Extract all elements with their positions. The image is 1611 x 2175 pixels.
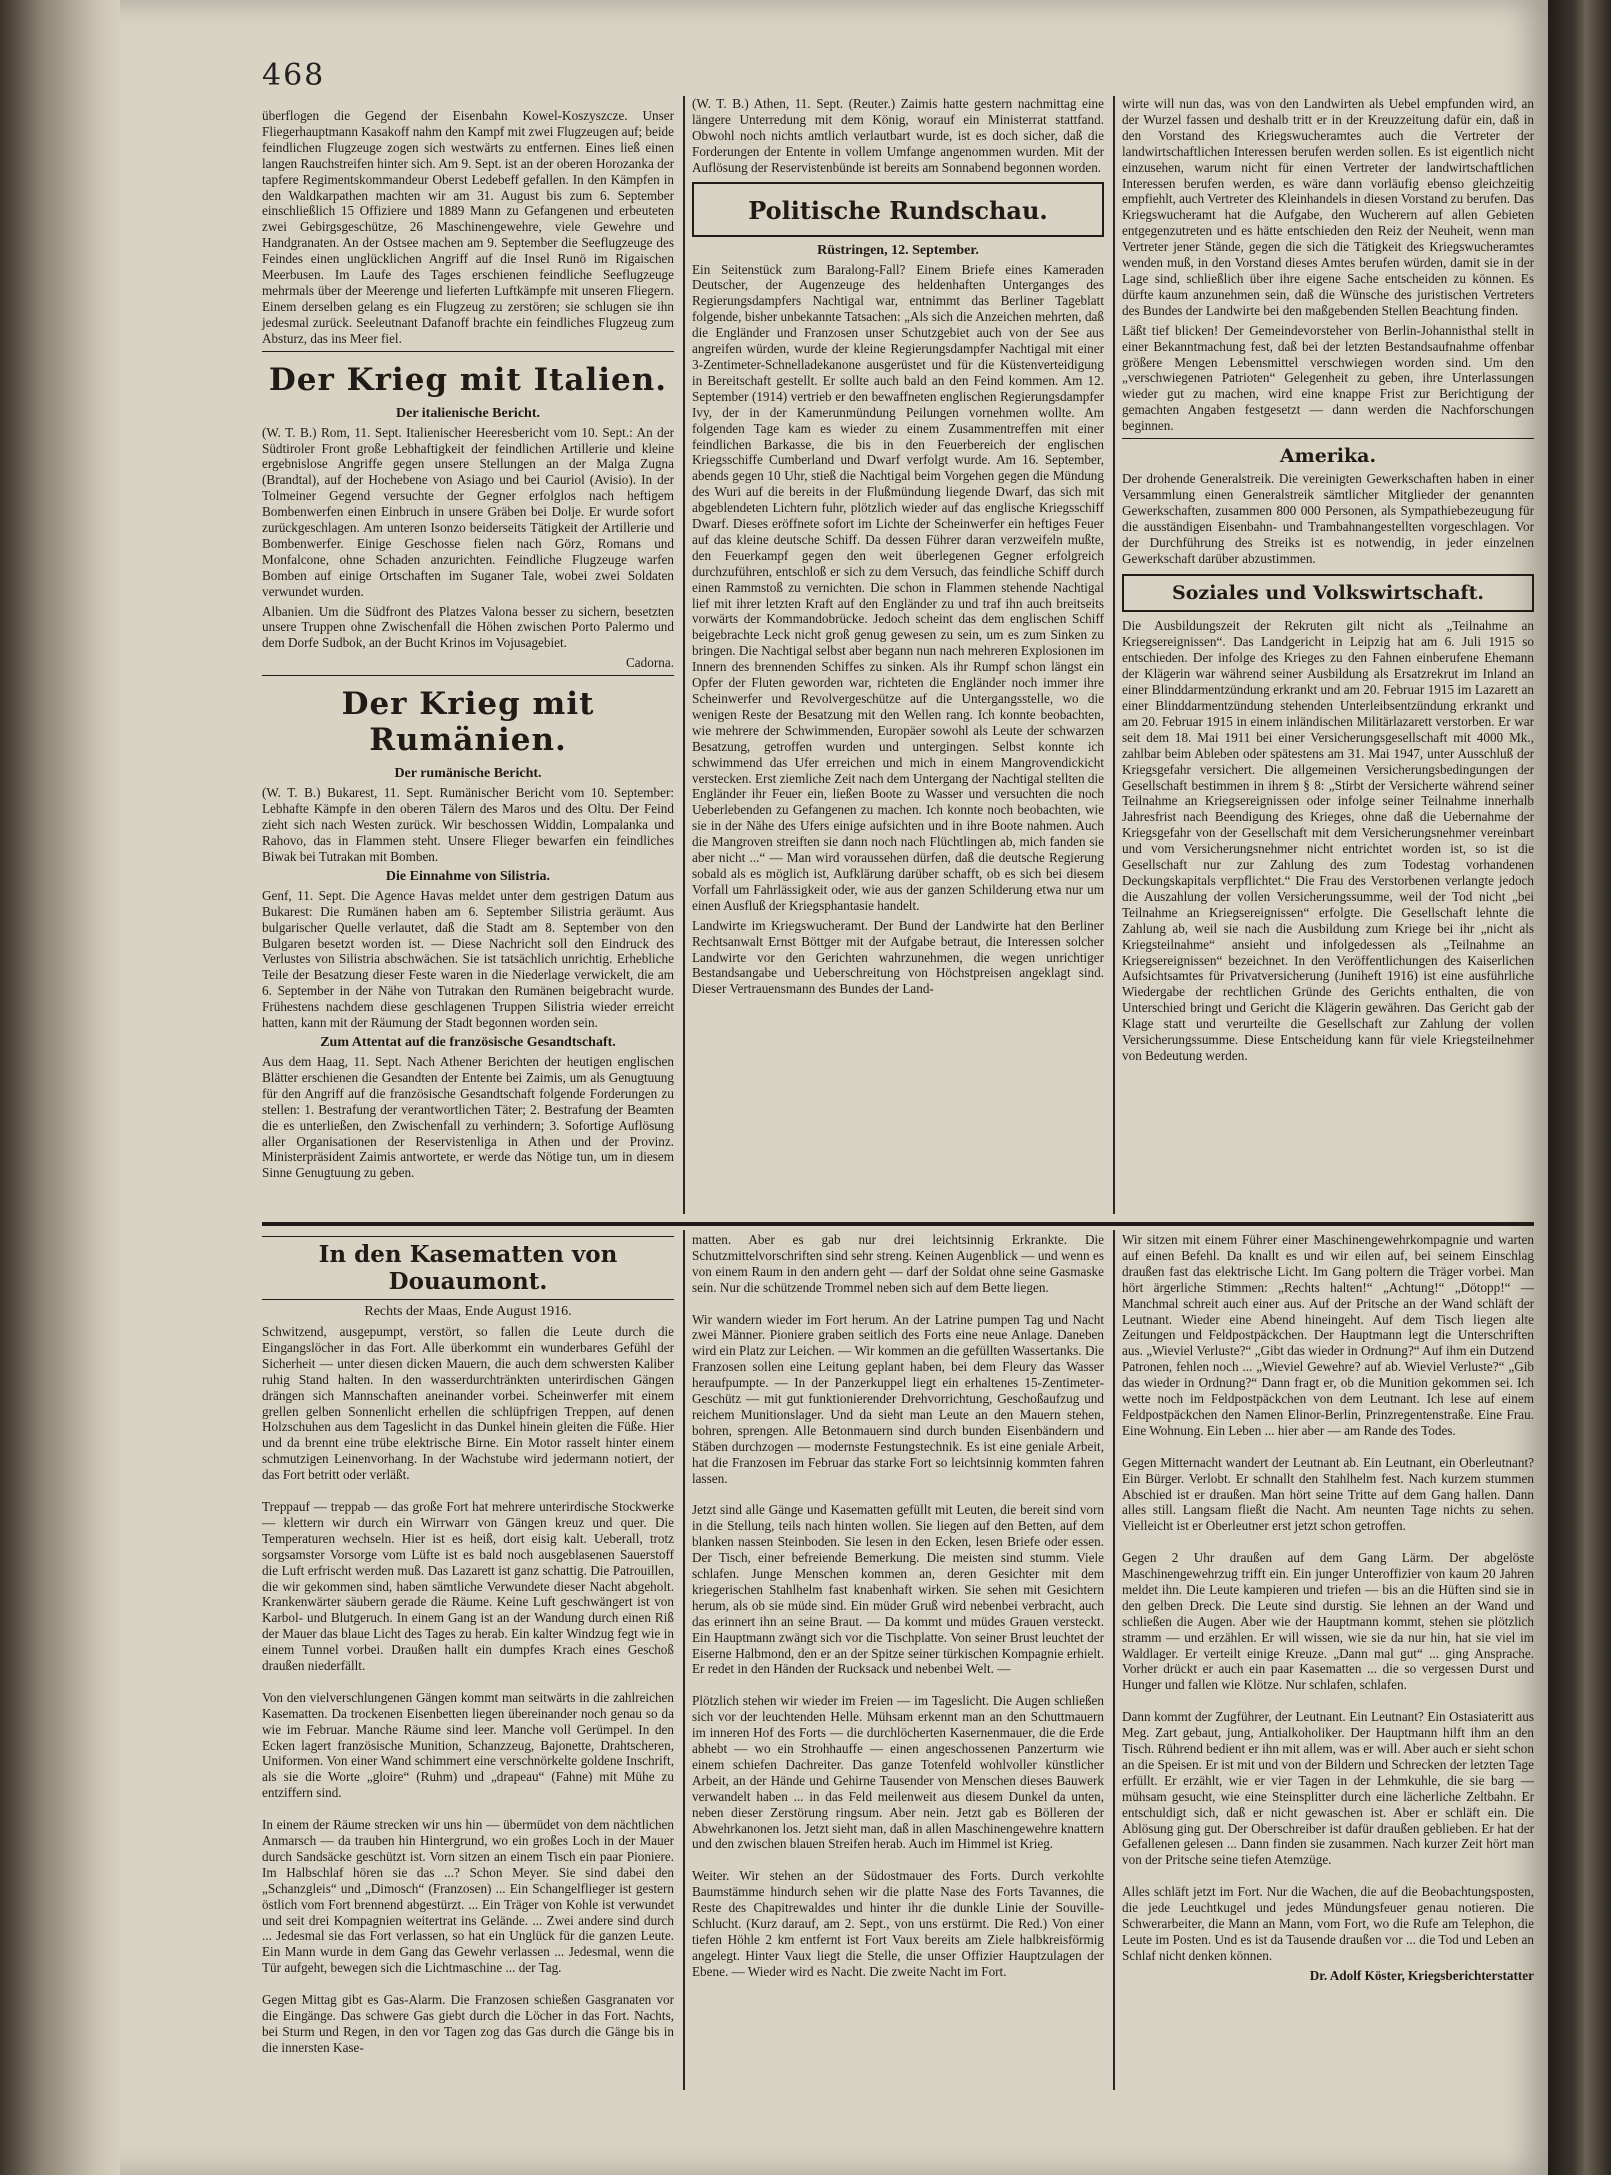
political-review-heading-box xyxy=(692,182,1104,237)
page-number: 468 xyxy=(262,58,326,93)
feature-column-2 xyxy=(692,1232,1104,1984)
column-rule xyxy=(1113,1230,1115,2090)
baralong-article: Ein Seitenstück zum Baralong-Fall? Einem Briefe eines Kameraden Deutscher, der Augenzeuge des heldenhaften Unterganges des Regierungsdampfers Nachtigal war, entnimmt das Berliner Tageblatt folgende, bisher unbekannte Tatsachen: „Als sich die Anzeichen mehrten, daß die Engländer und Franzosen unser Schutzgebiet auch von der See aus angreifen würden, wurde der kleine Regierungsdampfer Nachtigal mit einer 3-Zentimeter-Schnelladekanone ausgerüstet und für die Küstenverteidigung in Bereitschaft gestellt. Er sollte auch bald an den Feind kommen. Am 12. September (1914) vertrieb er den bewaffneten englischen Regierungsdampfer Ivy, der in der Kamerunmündung Peilungen vornehmen wollte. Am folgenden Tage kam es wieder zu einem Zusammentreffen mit einer feindlichen Barkasse, die bis in den Feuerbereich der englischen Kriegsschiffe Cumberland und Dwarf verfolgt wurde. Am 16. September, abends gegen 10 Uhr, stieß die Nachtigal beim Vorgehen gegen die Mündung des Wuri auf die bereits in der Flußmündung liegende Dwarf, das sich mit abgeblendeten Lichtern fuhr, plötzlich wieder auf das englische Kriegsschiff Dwarf. Dieses eröffnete sofort im Lichte der Scheinwerfer ein heftiges Feuer auf das kleine deutsche Schiff. Da dessen Führer daran verzweifeln mußte, den Feuerkampf gegen den weit überlegenen Gegner erfolgreich durchzuführen, entschloß er sich zu dem Versuch, das feindliche Schiff durch einen Rammstoß zu vernichten. Die schon in Flammen stehende Nachtigal lief mit ihrer letzten Kraft auf den Engländer zu und traf ihn auch breitseits vorwärts der Kommandobrücke. Jedoch scheint das dem englischen Schiff beigebrachte Leck nicht groß genug gewesen zu sein, um es zum Sinken zu bringen. Die Nachtigal selbst aber begann nun nach mehreren Explosionen im Innern des brennenden Schiffes zu sinken. Als ihr Rumpf schon längst ein Opfer der Fluten geworden war, richteten die Engländer noch immer ihre Scheinwerfer und Revolvergeschütze auf die Untergangsstelle, wo die wenigen Reste der Besatzung mit den Wellen rang. Ich konnte beobachten, wie mehrere der Schwimmenden, Europäer sowohl als Leute der schwarzen Besatzung, getroffen wurden und untergingen. Selbst konnte ich schwimmend das Ufer erreichen und mich in einem Mangrovendickicht verstecken. Erst ziemliche Zeit nach dem Untergang der Nachtigal stellten die Engländer ihr Feuer ein, ließen Boote zu Wasser und versuchten die noch Ueberlebenden zu Gefangenen zu machen. Ich konnte noch beobachten, wie sie in der Nähe des Ufers einige aufsichten und in ihre Boote nahmen. Auch die Mangroven streiften sie dann noch nach Flüchtlingen ab, mich fanden sie aber nicht ...“ — Man wird voraussehen dürfen, daß die deutsche Regierung sobald als es möglich ist, Aufklärung darüber schafft, ob es sich bei diesem Vorfall um Fahrlässigkeit oder, wie aus der ganzen Schilderung etwa nur um einen Ausfluß der Kriegsphantasie handelt. xyxy=(692,261,1104,913)
feature-column-3 xyxy=(1122,1232,1534,1984)
attentat-text: Aus dem Haag, 11. Sept. Nach Athener Berichten der heutigen englischen Blätter erschienen die Gesandten der Entente bei Zaimis, um als Genugtuung für den Angriff auf die französische Gesandtschaft folgende Forderungen zu stellen: 1. Bestrafung der verantwortlichen Täter; 2. Bestrafung der Beamten die es unterließen, den Zwischenfall zu verhindern; 3. Sofortige Auflösung aller Organisationen der Reservistenliga in Athen und der Provinz. Ministerpräsident Zaimis antwortete, er werde das Nötige tun, um in diesem Sinne Genugtuung zu geben. xyxy=(262,1053,674,1181)
romania-report-subheading: Der rumänische Bericht. xyxy=(394,766,542,782)
amerika-article: Der drohende Generalstreik. Die vereinigten Gewerkschaften haben in einer Versammlung einen Generalstreik sämtlicher Mitglieder der genannten Gewerkschaften, zusammen 800 000 Personen, als Sympathiebezeugung für die ausständigen Eisenbahn- und Trambahnangestellten vorgeschlagen. Vor der Durchführung des Streiks ist es notwendig, in jeder einzelnen Gewerkschaft darüber abzustimmen. xyxy=(1122,471,1534,566)
blicken-article: Läßt tief blicken! Der Gemeindevorsteher von Berlin-Johannisthal stellt in einer Bekanntmachung fest, daß bei der letzten Bestandsaufnahme offenbar größere Mengen Lebensmittel verschwiegen worden sind. Um den „verschwiegenen Patrioten“ Gelegenheit zu geben, ihre Unterlassungen wieder gut zu machen, wird eine knappe Frist zur Berichtigung der gemachten Angaben festgesetzt — dann werden die Nachforschungen beginnen. xyxy=(1122,322,1534,434)
silistria-subheading: Die Einnahme von Silistria. xyxy=(385,868,551,884)
political-review-dateline: Rüstringen, 12. September. xyxy=(817,242,979,258)
feature-title: In den Kasematten von Douaumont. xyxy=(318,1241,618,1295)
italy-report-signature: Cadorna. xyxy=(626,655,674,671)
italy-section-heading: Der Krieg mit Italien. xyxy=(268,361,668,398)
romania-section-heading: Der Krieg mit Rumänien. xyxy=(341,686,595,759)
feature-author-signature: Dr. Adolf Köster, Kriegsberichterstatter xyxy=(1309,1967,1534,1983)
romania-report-text: (W. T. B.) Bukarest, 11. Sept. Rumänischer Bericht vom 10. September: Lebhafte Kämpfe in den oberen Tälern des Maros und des Oltu. Der Feind zieht sich nach Westen zurück. Wir beschossen Widdin, Lompalanka und Rahovo, das in Flammen steht. Unsere Flieger bewarfen ein feindliches Biwak bei Tutrakan mit Bomben. xyxy=(262,785,674,864)
feature-text-part-2: matten. Aber es gab nur drei leichtsinnig Erkrankte. Die Schutzmittelvorschriften sind sehr streng. Keinen Augenblick — und wenn es von einem Raum in den andern geht — darf der Soldat ohne seine Gasmaske sein. Nur die schützende Trommel neben sich auf dem Bette liegen. Wir wandern wieder im Fort herum. An der Latrine pumpen Tag und Nacht zwei Männer. Pioniere graben seitlich des Forts eine neue Anlage. Daneben wird ein Platz zur Leichen. — Wir kommen an die gefüllten Wassertanks. Die Franzosen sollen eine Leitung geplant haben, bei dem Fleury das Wasser heraufpumpte. — In der Panzerkuppel liegt ein erhaltenes 15-Zentimeter-Geschütz — mit gut funktionierender Drehvorrichtung, Geschoßaufzug und reichem Munitionslager. Und da sieht man Leute an den Mauern stehen, bohren, sprengen. Alle Betonmauern sind durch bunden Eisenbändern und Stäben durchzogen — modernste Festungstechnik. Es ist eine geniale Arbeit, hat die Franzosen im Februar das starke Fort so leichtsinnig kommten fahren lassen. Jetzt sind alle Gänge und Kasematten gefüllt mit Leuten, die bereit sind vorn in die Stellung, teils nach hinten wollen. Sie liegen auf den Betten, auf dem blanken nassen Steinboden. Sie lesen in den Ecken, lesen Briefe oder essen. Der Tisch, einer befreiende Bemerkung. Die meisten sind stumm. Viele schlafen. Junge Menschen kommen an, deren Gesichter mit dem kriegerischen Stahlhelm fast knabenhaft wirken. Sie sehen mit Gesichtern herum, als ob sie müde sind. Ein müder Gruß wird nebenbei verbracht, auch das erinnert ihn an seine Braut. — Da kommt und müdes Grauen versteckt. Ein Hauptmann zwängt sich vor die Tischplatte. Von seiner Brust leuchtet der Eiserne Halbmond, den er an der Spitze seiner türkischen Kompagnie erhielt. Er redet in den Händen der Rucksack und nebenbei Welt. — Plötzlich stehen wir wieder im Freien — im Tageslicht. Die Augen schließen sich vor der leuchtenden Helle. Mühsam erkennt man an den Schuttmauern im inneren Hof des Forts — die durchlöcherten Kasernenmauer, die die Erde abhebt — wo ein Strohhauffe — einen angeschossenen Panzerturm wie einem schiefen Dachreiter. Das ganze Totenfeld wohlvoller künstlicher Arbeit, an der Hände und Gehirne Tausender von Menschen dieses Bauwerk verwandelt haben ... in das Feld meilenweit aus diesem Dunkel da unten, neben dieser Zerstörung ringsum. Aber nein. Jetzt gab es Bölleren der Abwehrkanonen los. Jetzt sieht man, daß in allen Maschinengewehre knattern und den zwischen blauen Streifen herab. Auch im Himmel ist Krieg. Weiter. Wir stehen an der Südostmauer des Forts. Durch verkohlte Baumstämme hindurch sehen wir die platte Nase des Forts Tavannes, die Reste des Chapitrewaldes und hinter ihr die dunkle Linie der Souville-Schlucht. (Kurz darauf, am 2. Sept., von uns erstürmt. Die Red.) Von einer tiefen Höhle 2 km entfernt ist Fort Vaux bereits am Ziele halbkreisförmig angelegt. Hinter Vaux liegt die Stelle, die unser Offizier Hauptzulagen der Ebene. — Wieder wird es Nacht. Die zweite Nacht im Fort. xyxy=(692,1232,1104,1979)
column-rule xyxy=(683,1230,685,2090)
feature-text-part-3: Wir sitzen mit einem Führer einer Maschinengewehrkompagnie und warten auf einen Befehl. Da knallt es und wir eilen auf, bei seinem Einschlag draußen fast das elektrische Licht. Im Gang poltern die Träger vorbei. Man hört ärgerliche Stimmen: „Rechts halten!“ „Achtung!“ „Dötopp!“ — Manchmal schreit auch einer aus. Auf der Pritsche an der Wand schläft der Leutnant. Wieder eine Abend hineingeht. Auf dem Tisch liegen alte Zeitungen und Feldpostpäckchen. Der Hauptmann legt die Unterschriften aus. „Wieviel Verluste?“ „Gibt das wieder in Ordnung?“ Auf ihm ein Dutzend Patronen, fehlen noch ... „Wieviel Gewehre? auf ab. Wieviel Verluste?“ „Gib das wieder in Ordnung?“ Dann fragt er, ob die Munition gekommen sei. Ich wette noch im Feldpostpäckchen von dem Leutnant. Ich lese auf einem Feldpostpäckchen den Namen Elinor-Berlin, Prinzregentenstraße. Eine Frau. Eine Wohnung. Ein Leben ... hier aber — am Rande des Todes. Gegen Mitternacht wandert der Leutnant ab. Ein Leutnant, ein Oberleutnant? Ein Bürger. Verlobt. Er schnallt den Stahlhelm fest. Nach kurzem stummen Abschied ist er draußen. Man hört seine Tritte auf dem Gang hallen. Dann alles still. Langsam fließt die Nacht. Am neunten Tage nichts zu sehen. Vielleicht ist er Oberleutner erst jetzt schon getroffen. Gegen 2 Uhr draußen auf dem Gang Lärm. Der abgelöste Maschinengewehrzug trifft ein. Ein junger Unteroffizier von kaum 20 Jahren meldet ihn. Die Leute kampieren und triefen — bis an die Hüften sind sie in den gelben Dreck. Die Leute sind durstig. Sie lehnen an der Wand und schließen die Augen. Aber wie der Hauptmann kommt, stehen sie plötzlich stramm — und erzählen. Er will wissen, wie sie da nur hin, hat sie viel im Waldlager. Er verteilt einige Kreuze. „Dann mal gut“ ... ging Ansprache. Vorher drückt er auch ein paar Kasematten ... die so vergessen Durst und Hunger und fallen wie Klötze. Nur schlafen, schlafen. Dann kommt der Zugführer, der Leutnant. Ein Leutnant? Ein Ostasiateritt aus Meg. Zart gebaut, jung, Antialkoholiker. Der Hauptmann hilft ihm an den Tisch. Rührend bedient er ihn mit allem, was er will. Aber auch er sieht schon an die Speisen. Er ist mit und von der Bildern und Schrecken der letzten Tage erfüllt. Er erzählt, wie er vier Tagen in der Lehmkuhle, die sie barg — mühsam gesucht, wie eine Steinsplitter durch eine lächerliche Zeltbahn. Er entschuldigt sich, daß er nicht gewaschen ist. Aber er schläft ein. Die Ablösung ging gut. Der Oberschreiber ist dafür draußen geblieben. Er hat der Gefallenen gelesen ... Dann finden sie zusammen. Nach kurzer Zeit hört man von der Pritsche seine tiefen Atemzüge. Alles schläft jetzt im Fort. Nur die Wachen, die auf die Beobachtungsposten, die jede Leuchtkugel und jedes Mündungsfeuer genau notieren. Die Schwerarbeiter, die Mann an Mann, vom Fort, wo die Rufe am Telephon, die Leute im Posten. Und es ist da Tausende draußen vor ... die Tod und Leben an Schlaf nicht denken können. xyxy=(1122,1232,1534,1963)
column-rule xyxy=(1113,96,1115,1214)
silistria-text: Genf, 11. Sept. Die Agence Havas meldet unter dem gestrigen Datum aus Bukarest: Die Rumänen haben am 6. September Silistria geräumt. Aus bulgarischer Quelle verlautet, daß die Stadt am 8. September von den Bulgaren besetzt worden ist. — Diese Nachricht soll den Eindruck des Verlustes von Silistria abschwächen. Sie ist tatsächlich unrichtig. Erhebliche Teile der Besatzung dieser Feste waren in die Niederlage verwickelt, die am 6. September in der Nähe von Tutrakan den Rumänen beigebracht wurde. Frühestens nachdem diese geschlagenen Truppen Silistria wieder erreicht hatten, kann mit der Räumung der Stadt begonnen worden sein. xyxy=(262,887,674,1031)
column-1 xyxy=(262,108,674,1185)
divider xyxy=(1122,438,1534,439)
italy-report-text: (W. T. B.) Rom, 11. Sept. Italienischer Heeresbericht vom 10. Sept.: An der Südtiroler Front große Lebhaftigkeit der feindlichen Artillerie und kleine ergebnislose Angriffe gegen unsere Stellungen an der Malga Zugna (Brandtal), auf der Hochebene von Asiago und bei Cauriol (Avisio). In der Tolmeiner Gegend versuchte der Gegner erfolglos nach heftigem Bombenwerfen einen Einbruch in unsere Gräben bei Dolje. Er wurde sofort zurückgeschlagen. Am unteren Isonzo beiderseits Tätigkeit der Artillerie und Bombenwerfer. Einige Geschosse fielen nach Görz, Romans und Monfalcone, ohne Schaden anzurichten. Feindliche Flugzeuge warfen Bomben auf einige Ortschaften im Suganer Tale, wobei zwei Soldaten verwundet wurden. xyxy=(262,424,674,599)
feature-text-part-1: Schwitzend, ausgepumpt, verstört, so fallen die Leute durch die Eingangslöcher in das Fort. Alle überkommt ein wunderbares Gefühl der Sicherheit — unter diesen dicken Mauern, die auch dem schwersten Kaliber ruhig Stand halten. In den wasserdurchtränkten unterirdischen Gängen drängen sich Mannschaften aneinander vorbei. Scheinwerfer mit einem grellen gelben Sonnenlicht erhellen die schlüpfrigen Treppen, auf denen Holzschuhen aus dem Tageslicht in das Dunkel hinein gleiten die Füße. Hier und da brennt eine trübe elektrische Birne. Ein Motor rasselt hinter einem schmutzigen Leinenvorhang. In der Wachstube wird jedermann notiert, der das Fort betritt oder verläßt. Treppauf — treppab — das große Fort hat mehrere unterirdische Stockwerke — klettern wir durch ein Wirrwarr von Gängen kreuz und quer. Die Temperaturen wechseln. Hier ist es heiß, dort eisig kalt. Ueberall, trotz sorgsamster Vorsorge vom Lüfte ist es bald noch ausgeblasenen Sauerstoff die Luft erfrischt werden muß. Das Lazarett ist ganz schattig. Die Patrouillen, die wir gekommen sind, haben sämtliche Verwundete dieser Nacht abgeholt. Krankenwärter säubern gerade die Räume. Keine Luft geschwängert ist von Karbol- und Blutgeruch. In einem Gang ist an der Wandung durch einen Riß der Mauer das blaue Licht des Tages zu herab. Ein kalter Windzug fegt wie in einem Tunnel vorbei. Draußen hallt ein dumpfes Krach eines Geschoß draußen niederfällt. Von den vielverschlungenen Gängen kommt man seitwärts in die zahlreichen Kasematten. Da trockenen Eisenbetten liegen übereinander noch genau so da wie im Februar. Manche Räume sind leer. Manche voll Gerümpel. In den Ecken lagert französische Munition, Schanzzeug, Bajonette, Drahtscheren, Uniformen. Von einer Wand schimmert eine verschnörkelte goldene Inschrift, als sie die Worte „gloire“ (Ruhm) und „drapeau“ (Fahne) mit Mühe zu entziffern sind. In einem der Räume strecken wir uns hin — übermüdet von dem nächtlichen Anmarsch — da trauben hin Hintergrund, wo ein großes Loch in der Mauer durch Sandsäcke geschützt ist. Vorn sitzen an einem Tisch ein paar Pioniere. Im Halbschlaf hören sie das ...? Schon Meyer. Sie sind dabei den „Schanzgleis“ und „Dimosch“ (Franzosen) ... Ein Schangelflieger ist gestern östlich vom Fort brennend abgestürzt. ... Ein Träger von Kohle ist verwundet und seit drei Kompagnien weitertrat ins Gelände. ... Zwei andere sind durch ... Jedesmal sie das Fort verlassen, so hat ein Unglück für die ganzen Leute. Ein Mann wurde in dem Gang das Gewehr verlassen ... Jedesmal, wenn die Tür aufgeht, bewegen sich die Lichtmaschine ... der Tag. Gegen Mittag gibt es Gas-Alarm. Die Franzosen schießen Gasgranaten vor die Eingänge. Das schwere Gas giebt durch die Löcher in das Fort. Nachts, bei Sturm und Regen, in den vor Tagen zog das Gas durch die Gänge bis in die innersten Kase- xyxy=(262,1324,674,2055)
athen-report: (W. T. B.) Athen, 11. Sept. (Reuter.) Zaimis hatte gestern nachmittag eine längere Unterredung mit dem König, worauf ein Ministerrat stattfand. Obwohl noch nichts amtlich verlautbart wurde, ist es doch sicher, daß die Forderungen der Entente in vollem Umfange angenommen wurden. Mit der Auflösung der Reservistenbünde ist bereits am Sonnabend begonnen worden. xyxy=(692,96,1104,175)
column-rule xyxy=(683,96,685,1214)
attentat-subheading: Zum Attentat auf die französische Gesandtschaft. xyxy=(320,1034,616,1050)
column-2 xyxy=(692,96,1104,1001)
divider xyxy=(262,351,674,352)
social-economy-heading-box xyxy=(1122,574,1534,612)
italy-report-subheading: Der italienische Bericht. xyxy=(396,405,540,421)
feature-separator-rule xyxy=(262,1222,1534,1226)
divider xyxy=(262,1236,674,1237)
feature-column-1 xyxy=(262,1232,674,2060)
feature-dateline: Rechts der Maas, Ende August 1916. xyxy=(364,1304,572,1319)
political-review-heading: Politische Rundschau. xyxy=(748,195,1048,225)
amerika-heading: Amerika. xyxy=(1279,445,1377,468)
social-economy-article: Die Ausbildungszeit der Rekruten gilt nicht als „Teilnahme an Kriegsereignissen“. Das Landgericht in Leipzig hat am 6. Juli 1915 so entschieden. Der infolge des Krieges zu den Fahnen einberufene Ehemann der Klägerin war während seiner Ausbildung als Ersatzrekrut im Inland an einer Blinddarmentzündung erkrankt und am 20. Februar 1915 im Lazarett an einer Blinddarmentzündung stehenden Unterleibsentzündung erkrankt und am 20. Februar 1915 in einem inländischen Militärlazarett verstorben. Er war seit dem 18. Mai 1911 bei einer Versicherungsgesellschaft mit 4000 Mk., zahlbar beim Ableben oder spätestens am 31. Mai 1947, unter Ausschluß der Kriegsgefahr versichert. Die allgemeinen Versicherungsbedingungen der Gesellschaft bestimmen in ihrem § 8: „Stirbt der Versicherte während seiner Teilnahme an Kriegsereignissen oder infolge seiner Teilnahme innerhalb Jahresfrist nach Beendigung des Krieges, ohne daß die Uebernahme der Kriegsgefahr von der Gesellschaft mit dem Versicherungsnehmer vereinbart und vom Versicherungsnehmer nicht entrichtet worden ist, so ist die Gesellschaft nur zur Zahlung des zum Todestag vorhandenen Deckungskapitals verpflichtet.“ Die Frau des Verstorbenen verlangte jedoch die Auszahlung der vollen Versicherungssumme, weil der Tod nicht „bei Teilnahme an Kriegsereignissen“ erfolgte. Die Gesellschaft lehnte die Zahlung ab, weil sie nach die Ausbildung zum Kriege bei ihr „nicht als Kriegsteilnahme“ ansieht und infolgedessen als „Teilnahme an Kriegsereignissen“ bezeichnet. In den Veröffentlichungen des Kaiserlichen Aufsichtsamtes für Privatversicherung (Juniheft 1916) ist eine ausführliche Wiedergabe der rechtlichen Gründe des Gerichts enthalten, die von Unterschied bringt und Gericht die Klägerin gewähren. Das Gericht gab der Klage statt und verurteilte die Gesellschaft zur Zahlung der vollen Versicherungssumme. Diese Entscheidung kann für viele Kriegsteilnehmer von Bedeutung werden. xyxy=(1122,618,1534,1063)
landwirte-article-continuation: wirte will nun das, was von den Landwirten als Uebel empfunden wird, an der Wurzel fassen und deshalb tritt er in der Kreuzzeitung dafür ein, daß in den Vorstand des Kriegswucheramtes auch die Vertreter der landwirtschaftlichen Interessen berufen werden sollen. Es ist eigentlich nicht einzusehen, warum nicht für einen Vertreter der landwirtschaftlichen Interessen berufen werden, es wäre dann vorläufig ebenso gleichzeitig empfiehlt, auch Vertreter des Kleinhandels in diesen Vorstand zu berufen. Das Kriegswucheramt hat die Aufgabe, den Wucherern auf allen Gebieten entgegenzutreten und es hätte entschieden den Reiz der Neuheit, wenn man Vertreter jener Stände, gegen die sich die Tätigkeit des Kriegswucheramtes wenden muß, in den Vorstand dieses Amtes berufen würden, damit sie in der Lage sind, schließlich über ihre eigene Sache entscheiden zu können. Es dürfte kaum anzunehmen sein, daß die Wünsche des juristischen Vertreters des Bundes der Landwirte bei den maßgebenden Stellen Beachtung finden. xyxy=(1122,96,1534,318)
book-edge xyxy=(1548,0,1611,2175)
divider xyxy=(262,675,674,676)
italy-albania-text: Albanien. Um die Südfront des Platzes Valona besser zu sichern, besetzten unsere Truppen ohne Zwischenfall die Höhen zwischen Porto Palermo und dem Dorfe Sudbok, an der Bucht Krinos im Vojusagebiet. xyxy=(262,603,674,651)
russian-report-continuation: überflogen die Gegend der Eisenbahn Kowel-Koszyszcze. Unser Fliegerhauptmann Kasakoff nahm den Kampf mit zwei Flugzeugen auf; beide feindlichen Flugzeuge zogen sich westwärts zu entfernen. Eines ließ einen langen Rauchstreifen hinter sich. Am 9. Sept. ist an der oberen Horozanka der tapfere Regimentskommandeur Oberst Ledebeff gefallen. In den Kämpfen in den Waldkarpathen machten wir am 31. August bis zum 6. September einschließlich 15 Offiziere und 1889 Mann zu Gefangenen und erbeuteten zwei Gebirgsgeschütze, 26 Maschinengewehre, viele Gewehre und Handgranaten. An der Ostsee machen am 9. September die Seeflugzeuge des Feindes einen unglücklichen Angriff auf die Insel Runö im Rigaischen Meerbusen. Im Laufe des Tages erschienen feindliche Seeflugzeuge mehrmals über der Meerenge und lieferten Luftkämpfe mit unseren Fliegern. Einem derselben gelang es ein Flugzeug zu zerstören; sie schlugen sie ihn jedesmal zurück. Seeleutnant Dafanoff brachte ein feindliches Flugzeug zum Absturz, das ins Meer fiel. xyxy=(262,108,674,346)
social-economy-heading: Soziales und Volkswirtschaft. xyxy=(1172,582,1484,605)
landwirte-article: Landwirte im Kriegswucheramt. Der Bund der Landwirte hat den Berliner Rechtsanwalt Ernst Böttger mit der Aufgabe betraut, die Interessen solcher Landwirte vor den Gerichten wahrzunehmen, die wegen unrichtiger Bestandsangabe und Ueberschreitung von Höchstpreisen angeklagt sind. Dieser Vertrauensmann des Bundes der Land- xyxy=(692,917,1104,997)
divider xyxy=(262,1299,674,1300)
column-3 xyxy=(1122,96,1534,1068)
binding-gutter xyxy=(0,0,120,2175)
